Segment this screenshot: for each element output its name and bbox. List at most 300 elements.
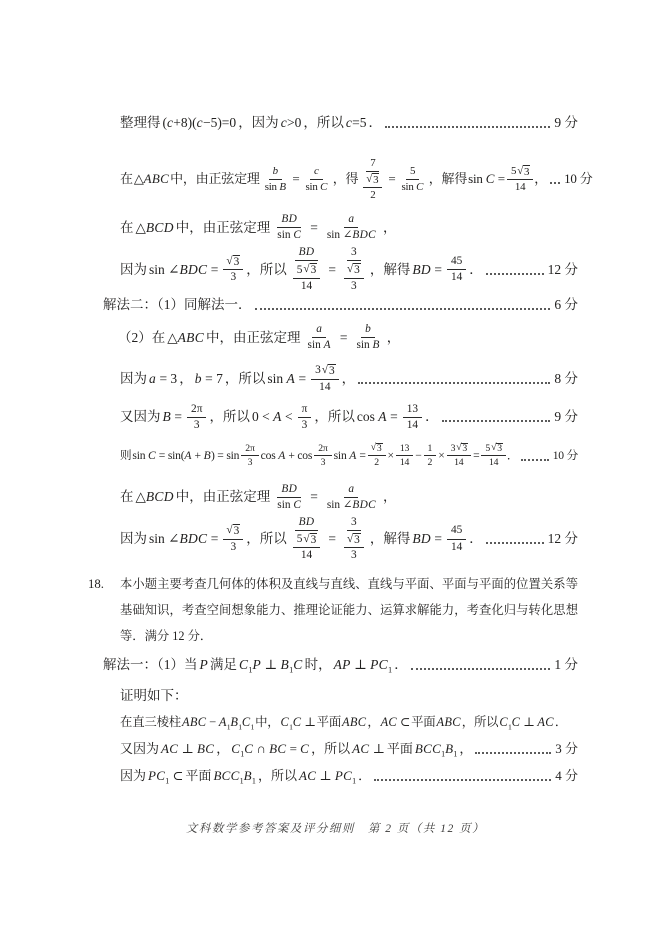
fraction: [352, 323, 383, 352]
text-token: 13: [399, 443, 410, 454]
line-sin-c-expansion: [88, 443, 578, 469]
line-sine-rule-abc: [88, 157, 593, 201]
fraction-denominator: [511, 180, 530, 194]
text-token: 14: [406, 418, 419, 431]
text-token: sin C =: [468, 171, 505, 187]
fraction: [241, 443, 258, 468]
text-token: 平面: [316, 714, 342, 729]
text-token: ，解得: [428, 171, 468, 187]
text-token: 3: [320, 457, 326, 469]
text-token: sin B: [356, 339, 380, 352]
fraction-numerator: [241, 443, 258, 456]
fraction: [344, 263, 364, 293]
score-label: 6 分: [554, 296, 578, 312]
fraction-denominator: [450, 456, 467, 468]
sqrt-radical: [322, 364, 336, 377]
fraction-denominator: [447, 270, 466, 284]
text-token: ，: [367, 714, 380, 729]
fraction-numerator: [277, 213, 301, 228]
fraction-numerator: [447, 255, 466, 270]
text-token: sin A =: [267, 370, 307, 386]
text-token: ，所以: [209, 409, 250, 425]
line-solve-c: [88, 114, 578, 132]
text-token: a = 3: [149, 370, 178, 386]
fraction: [223, 255, 243, 285]
text-token: ，所以: [246, 261, 287, 277]
text-token: ，所以: [461, 714, 499, 729]
text-token: △ABC: [167, 329, 205, 345]
fraction-denominator: [341, 261, 367, 293]
radical-sign: √: [370, 441, 376, 453]
fraction: [323, 483, 380, 512]
fraction-numerator: [269, 165, 283, 180]
fraction: [273, 213, 305, 242]
radicand: 3: [524, 165, 530, 178]
text-token: ×: [438, 448, 445, 462]
radical-sign: √: [366, 172, 373, 185]
dot-leader: [358, 382, 550, 384]
fraction-denominator: [398, 180, 428, 194]
text-token: △BCD: [135, 219, 174, 235]
text-token: 中，由正弦定理: [170, 171, 260, 187]
fraction-denominator: [323, 498, 380, 512]
text-token: sin ∠BDC =: [149, 261, 219, 277]
score-label: 3 分: [555, 741, 578, 757]
text-token: b: [365, 323, 372, 336]
text-token: a: [316, 323, 323, 336]
text-token: ，所以: [257, 767, 297, 783]
line-ac-perp-pc1: [88, 767, 578, 785]
text-token: 因为: [120, 767, 147, 783]
text-token: ，所以: [314, 409, 355, 425]
text-token: 5: [485, 443, 491, 454]
line-proof-header: [88, 687, 578, 705]
score-label: 1 分: [554, 657, 578, 673]
text-token: ．: [368, 115, 383, 130]
text-token: ．: [425, 409, 439, 425]
text-token: 因为: [120, 370, 147, 386]
dot-leader: [475, 752, 551, 754]
fraction-denominator: [341, 531, 367, 563]
text-token: ，所以: [224, 370, 266, 386]
text-token: AC ⊥ $PC_1$: [298, 767, 357, 786]
radical-sign: √: [303, 532, 310, 545]
text-token: 中，由正弦定理: [206, 329, 301, 345]
text-token: 在: [120, 489, 134, 505]
text-token: =: [328, 261, 336, 277]
fraction: [363, 173, 382, 202]
fraction: [368, 443, 386, 469]
text-token: 整理得: [120, 115, 161, 130]
text-token: ，所以: [303, 115, 344, 130]
fraction: [447, 443, 472, 469]
fraction: [447, 255, 466, 284]
text-token: ，所以: [311, 741, 351, 757]
line-ac-perp-plane: [88, 740, 578, 758]
sqrt-radical: [491, 443, 503, 455]
radicand: 3: [376, 442, 382, 454]
text-token: 3: [351, 246, 357, 259]
fraction: [223, 524, 243, 554]
fraction-denominator: [347, 279, 361, 293]
text-token: ，: [382, 219, 397, 235]
text-token: ，解得: [369, 261, 411, 277]
text-token: 解法二：（1）同解法一．: [103, 296, 252, 312]
text-token: sin C: [277, 498, 302, 511]
text-token: =: [310, 219, 318, 235]
fraction-numerator: [187, 403, 206, 418]
sqrt-radical: [517, 165, 530, 178]
text-token: 14: [454, 457, 464, 469]
sqrt-radical: [226, 255, 240, 268]
fraction: [261, 165, 291, 193]
text-token: c=5: [345, 115, 367, 130]
fraction-numerator: [347, 246, 361, 261]
fraction: [304, 323, 335, 352]
fraction-denominator: [352, 338, 383, 352]
text-token: $C_1C$ ∩ BC = C: [231, 741, 310, 760]
fraction-denominator: [190, 418, 204, 432]
fraction-numerator: [403, 403, 422, 418]
sqrt-radical: [456, 443, 468, 455]
fraction: [293, 533, 321, 563]
text-token: $C_1P$ ⊥ $B_1C$: [239, 657, 303, 675]
fraction-numerator: [223, 255, 243, 270]
fraction-numerator: [295, 516, 319, 531]
text-token: ABC: [436, 714, 461, 729]
text-token: 又因为: [120, 741, 160, 757]
text-token: 中，由正弦定理: [175, 489, 271, 505]
text-token: c>0: [280, 115, 302, 130]
text-token: 2: [374, 457, 379, 469]
fraction: [311, 364, 339, 394]
fraction-denominator: [297, 279, 316, 293]
fraction: [396, 443, 413, 468]
text-token: $BCC_1B_1$: [414, 741, 458, 760]
dot-leader: [385, 126, 550, 128]
text-token: 平面: [386, 741, 413, 757]
text-token: AC ⊂: [380, 714, 411, 729]
line-solve-bd: [88, 246, 578, 293]
fraction: [323, 213, 380, 242]
radicand: 3: [233, 255, 240, 268]
page-footer: 文科数学参考答案及评分细则 第 2 页（共 12 页）: [185, 823, 486, 835]
radicand: 3: [328, 365, 335, 378]
text-token: 3: [301, 418, 308, 431]
radical-sign: √: [491, 441, 497, 453]
text-token: ．: [358, 767, 372, 783]
fraction: [507, 165, 533, 194]
fraction: [447, 524, 466, 553]
fraction-denominator: [370, 456, 383, 468]
fraction-denominator: [347, 548, 361, 562]
text-token: AC ⊥ BC: [161, 741, 215, 757]
fraction-denominator: [226, 540, 240, 554]
text-token: ×: [387, 448, 394, 462]
text-token: $BCC_1B_1$: [213, 767, 256, 786]
radicand: 3: [373, 173, 379, 186]
fraction-numerator: [293, 533, 321, 548]
text-token: 45: [450, 255, 463, 268]
line-method1-claim: [88, 656, 578, 674]
score-label: 12 分: [547, 261, 578, 277]
text-token: ，: [382, 489, 397, 505]
sqrt-radical: [303, 263, 317, 276]
text-token: cos A + cos: [260, 448, 313, 462]
text-token: $C_1C$ ⊥ AC: [499, 714, 554, 732]
fraction-denominator: [485, 456, 502, 468]
fraction-denominator: [447, 540, 466, 554]
line-cos-a: [88, 403, 578, 432]
fraction-denominator: [317, 456, 330, 468]
text-token: sin C = sin(A + B) = sin: [132, 448, 240, 462]
problem-text-line: 基础知识，考查空间想象能力、推理论证能力、运算求解能力，考查化归与转化思想: [120, 603, 578, 618]
text-token: 13: [406, 402, 419, 415]
text-token: 14: [488, 457, 499, 469]
fraction-numerator: [310, 165, 323, 180]
fraction-numerator: [223, 524, 243, 539]
fraction: [314, 443, 331, 468]
text-token: $PC_1$ ⊂: [148, 767, 184, 786]
fraction: [290, 246, 324, 293]
fraction-numerator: [507, 165, 533, 180]
radical-sign: √: [346, 263, 354, 276]
fraction-denominator: [273, 498, 305, 512]
text-token: b: [272, 165, 279, 178]
sqrt-radical: [347, 263, 361, 276]
sqrt-radical: [366, 173, 379, 186]
text-token: ，: [459, 741, 473, 757]
text-token: ，: [386, 329, 401, 345]
text-token: 14: [514, 180, 526, 193]
content-lines: [88, 108, 593, 786]
fraction-numerator: [481, 443, 506, 457]
text-token: ．: [469, 530, 483, 546]
fraction-numerator: [277, 483, 301, 498]
text-token: 3: [247, 457, 253, 469]
fraction-denominator: [301, 180, 331, 194]
text-token: ．: [394, 657, 408, 673]
fraction-numerator: [447, 524, 466, 539]
text-token: 45: [450, 524, 463, 537]
text-token: 3: [315, 364, 321, 377]
fraction-numerator: [361, 323, 375, 338]
text-token: 5: [296, 263, 303, 276]
text-token: 在: [120, 219, 134, 235]
fraction-denominator: [315, 380, 334, 394]
text-token: ABC − $A_1B_1C_1$: [181, 714, 255, 732]
text-token: 中，: [255, 714, 280, 729]
fraction-denominator: [396, 456, 413, 468]
fraction-numerator: [368, 443, 386, 457]
text-token: 则: [120, 448, 132, 462]
text-token: △BCD: [135, 489, 174, 505]
score-label: 10 分: [552, 448, 578, 462]
fraction-denominator: [290, 531, 324, 563]
text-token: sin A: [307, 339, 331, 352]
text-token: sin ∠BDC: [326, 229, 376, 242]
score-label: 8 分: [554, 370, 578, 386]
text-token: 3: [450, 443, 456, 454]
text-token: ．: [469, 261, 483, 277]
text-token: sin ∠BDC: [326, 498, 376, 511]
text-token: 3: [351, 549, 357, 562]
sqrt-radical: [371, 443, 383, 455]
text-token: 证明如下：: [120, 688, 188, 704]
text-token: 0 < A <: [251, 409, 293, 425]
text-token: π: [301, 402, 308, 415]
line-sine-rule-bcd: [88, 213, 578, 242]
fraction-numerator: [298, 403, 312, 418]
radicand: 3: [497, 442, 502, 454]
text-token: b = 7: [194, 370, 223, 386]
dot-leader: [411, 668, 551, 670]
fraction-numerator: [293, 263, 321, 278]
score-label: 10 分: [564, 171, 593, 187]
text-token: 平面: [411, 714, 436, 729]
fraction: [359, 157, 386, 201]
fraction-numerator: [447, 443, 472, 457]
text-token: BD: [281, 213, 298, 226]
text-token: 2π: [318, 443, 328, 454]
fraction: [341, 246, 367, 293]
text-token: =: [339, 329, 348, 345]
radical-sign: √: [226, 524, 233, 537]
dot-leader: [255, 308, 551, 310]
text-token: sin C: [305, 180, 328, 193]
text-token: 5: [296, 532, 303, 545]
fraction-denominator: [226, 270, 240, 284]
text-token: AP ⊥ $PC_1$: [333, 657, 393, 675]
text-token: P: [199, 657, 209, 673]
fraction-numerator: [363, 173, 382, 188]
text-token: ，得: [332, 171, 359, 187]
text-token: 中，由正弦定理: [175, 219, 271, 235]
fraction-denominator: [304, 338, 335, 352]
sqrt-radical: [303, 533, 317, 546]
fraction-numerator: [424, 443, 437, 456]
text-token: 7: [370, 157, 376, 170]
line-solve-bd-2: [88, 516, 578, 563]
radical-sign: √: [321, 364, 328, 377]
radical-sign: √: [456, 441, 462, 453]
score-label: 12 分: [547, 530, 578, 546]
text-token: ，所以: [246, 530, 287, 546]
text-token: 2π: [191, 402, 203, 415]
text-token: 3: [230, 271, 237, 284]
text-token: ，因为: [238, 115, 279, 130]
text-token: 满足: [210, 657, 238, 673]
text-token: ．: [554, 714, 568, 729]
radicand: 3: [310, 264, 317, 277]
text-token: ABC: [342, 714, 367, 729]
text-token: ，: [534, 171, 548, 187]
fraction-denominator: [297, 548, 316, 562]
text-token: ，解得: [369, 530, 411, 546]
radical-sign: √: [517, 164, 523, 177]
text-token: B =: [162, 409, 183, 425]
text-token: BD =: [412, 261, 442, 277]
text-token: 14: [319, 380, 331, 393]
text-token: AC ⊥: [352, 741, 385, 757]
radical-sign: √: [226, 254, 233, 267]
text-token: 因为: [120, 530, 147, 546]
text-token: 1: [427, 443, 433, 454]
fraction: [424, 443, 437, 468]
text-token: 14: [399, 457, 410, 469]
radical-sign: √: [303, 263, 310, 276]
text-token: 14: [300, 549, 313, 562]
fraction-numerator: [344, 483, 358, 498]
fraction-numerator: [366, 157, 379, 172]
text-token: =: [473, 448, 480, 462]
radicand: 3: [354, 264, 360, 277]
text-token: 平面: [185, 767, 212, 783]
score-label: 4 分: [555, 767, 578, 783]
text-token: ．: [506, 448, 519, 462]
dot-leader: [550, 182, 560, 184]
dot-leader: [374, 779, 551, 781]
text-token: 3: [230, 540, 237, 553]
dot-leader: [486, 542, 544, 544]
text-token: (c+8)(c−5)=0: [162, 115, 237, 130]
fraction-denominator: [359, 172, 386, 202]
fraction-numerator: [344, 213, 358, 228]
text-token: 又因为: [120, 409, 161, 425]
text-token: BD: [298, 515, 315, 528]
line-sin-a: [88, 364, 578, 394]
radical-sign: √: [346, 532, 354, 545]
text-token: a: [348, 482, 355, 495]
text-token: sin B: [264, 180, 287, 193]
fraction-numerator: [311, 364, 339, 379]
fraction: [398, 165, 428, 193]
sqrt-radical: [347, 533, 361, 546]
text-token: 3: [351, 515, 357, 528]
text-token: −: [415, 448, 422, 462]
score-label: 9 分: [554, 115, 578, 130]
dot-leader: [486, 273, 544, 275]
text-token: sin A =: [333, 448, 366, 462]
text-token: 在直三棱柱: [120, 714, 181, 729]
fraction-numerator: [396, 443, 413, 456]
line-sine-rule-bcd-2: [88, 483, 578, 512]
fraction: [187, 403, 206, 432]
dot-leader: [521, 459, 548, 461]
dot-leader: [442, 420, 551, 422]
text-token: =: [388, 171, 396, 187]
text-token: ，: [179, 370, 193, 386]
text-token: 时，: [304, 657, 332, 673]
problem-18-intro: [88, 571, 578, 649]
fraction-denominator: [366, 188, 379, 202]
text-token: 14: [450, 271, 463, 284]
text-token: 解法一：（1）当: [103, 657, 198, 673]
fraction-denominator: [298, 418, 312, 432]
text-token: 2: [370, 188, 376, 201]
radicand: 3: [462, 442, 468, 454]
text-token: sin ∠BDC =: [149, 530, 219, 546]
text-token: 2: [427, 457, 433, 469]
text-token: $C_1C$ ⊥: [280, 714, 316, 732]
fraction: [290, 516, 324, 563]
fraction-denominator: [261, 180, 291, 194]
text-token: △ABC: [133, 171, 170, 187]
problem-text-line: 等．满分 12 分．: [120, 629, 213, 644]
fraction-denominator: [290, 261, 324, 293]
text-token: a: [348, 213, 355, 226]
text-token: BD: [298, 246, 315, 259]
